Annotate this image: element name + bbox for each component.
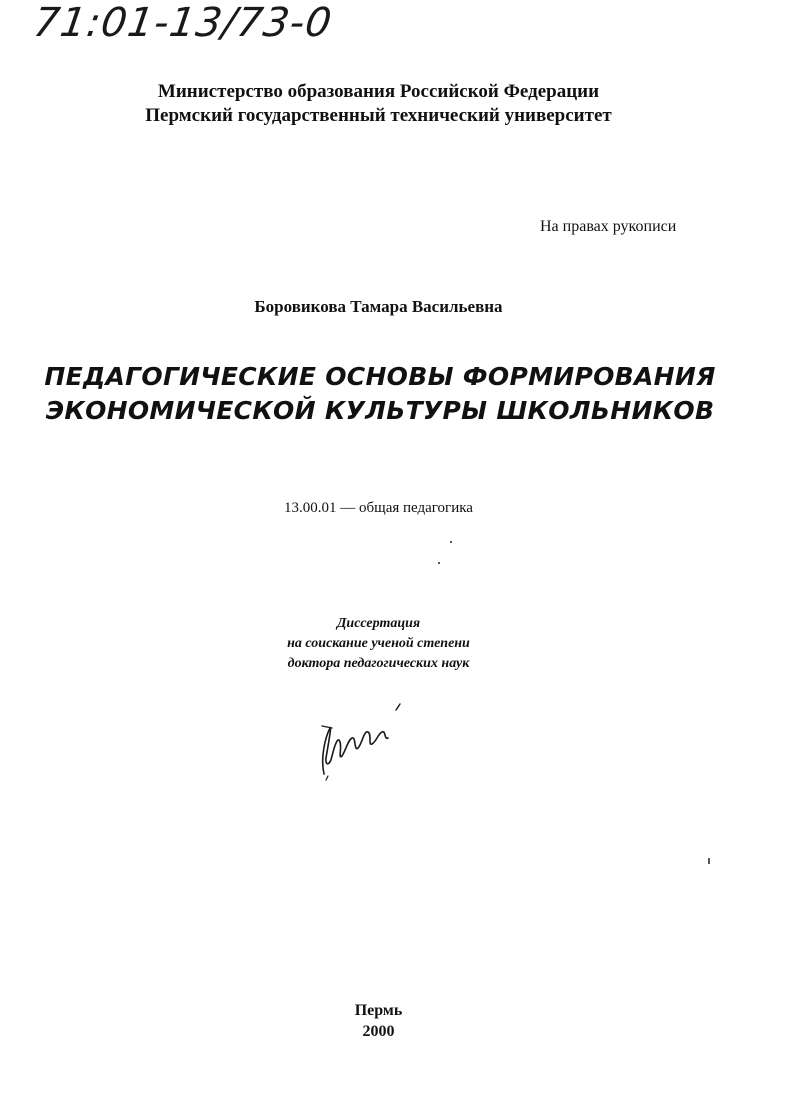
- institution-header: [0, 80, 757, 128]
- university-name: Пермский государственный технический университет: [145, 105, 612, 126]
- ministry-name: Министерство образования Российской Федерации: [157, 81, 600, 102]
- author-name: Боровикова Тамара Васильевна: [254, 297, 503, 316]
- specialty-code: 13.00.01 — общая педагогика: [284, 500, 473, 516]
- scan-speck: [438, 562, 440, 564]
- dissertation-title: [0, 360, 760, 428]
- catalog-stamp: 71:01-13/73-0: [30, 0, 336, 46]
- city-name: Пермь: [354, 1002, 403, 1019]
- title-line-2: ЭКОНОМИЧЕСКОЙ КУЛЬТУРЫ ШКОЛЬНИКОВ: [45, 396, 715, 425]
- dissertation-line-1: Диссертация: [336, 616, 421, 631]
- dissertation-type: [0, 614, 757, 674]
- publication-info: [0, 1000, 757, 1042]
- scan-speck: [450, 541, 452, 543]
- signature-icon: [312, 696, 422, 786]
- title-line-1: ПЕДАГОГИЧЕСКИЕ ОСНОВЫ ФОРМИРОВАНИЯ: [44, 362, 716, 391]
- publication-year: 2000: [362, 1023, 395, 1040]
- dissertation-line-3: доктора педагогических наук: [287, 656, 470, 671]
- scan-speck: [708, 858, 710, 864]
- rights-note: На правах рукописи: [540, 218, 677, 235]
- dissertation-line-2: на соискание ученой степени: [287, 636, 470, 651]
